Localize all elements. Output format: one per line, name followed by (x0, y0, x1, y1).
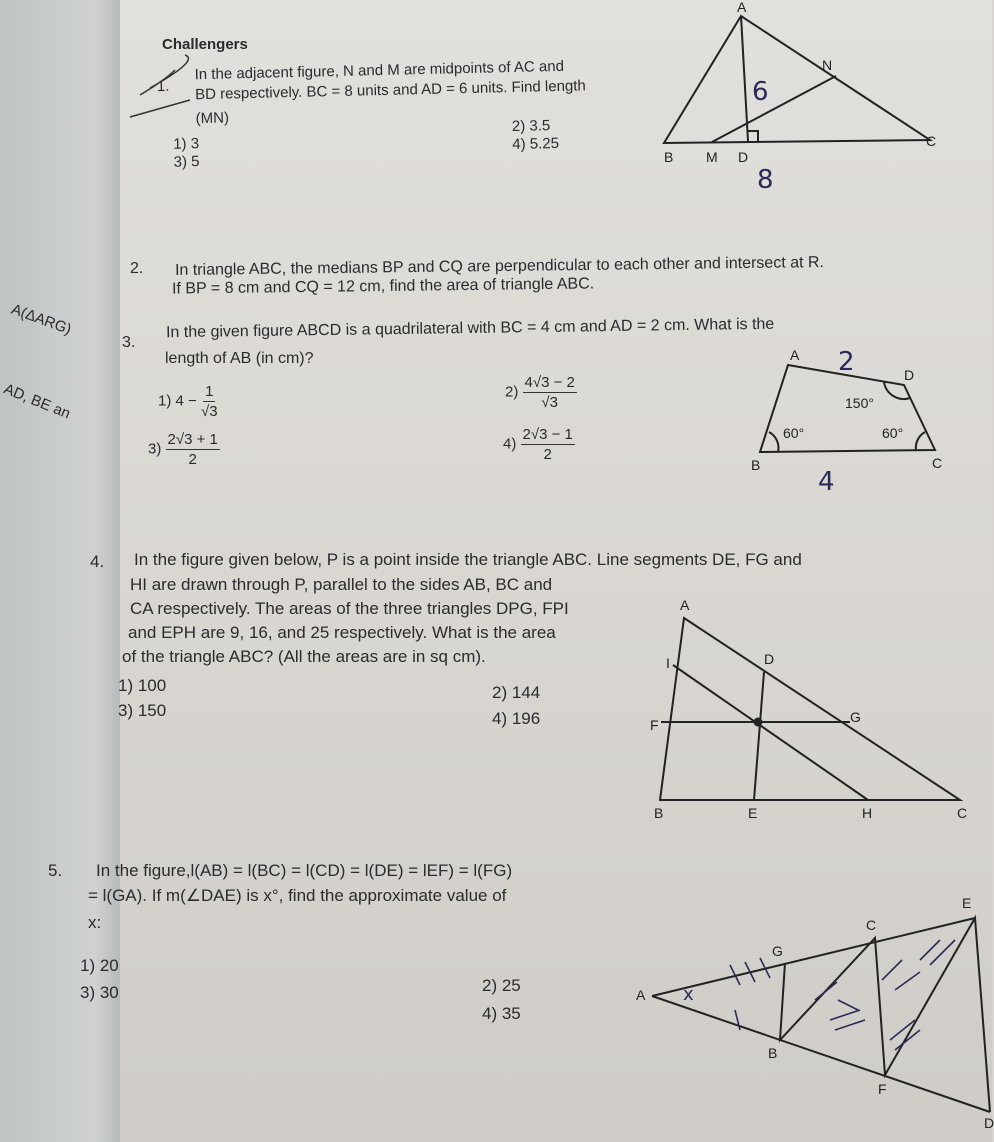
section-title: Challengers (162, 36, 248, 53)
fig4-label-c: C (957, 805, 968, 821)
fig5-label-f: F (878, 1081, 887, 1097)
fraction (523, 373, 577, 412)
option-4[interactable]: 4) 5.25 (512, 134, 560, 154)
handwritten-8: 8 (757, 165, 774, 195)
denominator: 2 (543, 446, 552, 463)
figure-4 (660, 618, 960, 800)
fig1-label-m: M (706, 149, 718, 165)
question-text: = l(GA). If m(∠DAE) is x°, find the approximate value of (88, 886, 507, 905)
question-text: and EPH are 9, 16, and 25 respectively. What is the area (128, 623, 556, 642)
fig5-label-g: G (772, 943, 783, 959)
option-2[interactable]: 2) 144 (492, 683, 541, 702)
margin-note: A(ΔARG) (8, 300, 74, 339)
question-text: In the figure,l(AB) = l(BC) = l(CD) = l(DE) = lEF) = l(FG) (96, 861, 513, 880)
fig5-label-c: C (866, 917, 877, 933)
question-text: HI are drawn through P, parallel to the sides AB, BC and (130, 575, 553, 594)
option-3[interactable]: 3) 5 (173, 153, 200, 171)
question-number: 4. (90, 552, 105, 571)
handwritten-6: 6 (752, 77, 769, 107)
fig1-label-b: B (664, 149, 674, 165)
fig4-label-i: I (666, 655, 670, 671)
fig1-label-a: A (737, 0, 747, 15)
question-number: 1. (156, 77, 170, 96)
option-3[interactable]: 3) 150 (118, 701, 167, 720)
option-4[interactable]: 4) 196 (492, 709, 541, 728)
fraction (521, 425, 575, 464)
fig3-label-c: C (932, 455, 943, 471)
fig4-label-a: A (680, 597, 690, 613)
fig4-label-f: F (650, 717, 659, 733)
fig4-label-h: H (862, 805, 873, 821)
fig4-label-d: D (764, 651, 775, 667)
option-3[interactable]: 3) 30 (80, 983, 119, 1002)
fig3-angle-d: 150° (845, 395, 874, 411)
fig4-label-e: E (748, 805, 758, 821)
question-text: (MN) (195, 109, 230, 128)
numerator: 1 (205, 383, 214, 400)
fig3-label-b: B (751, 457, 761, 473)
denominator: 2 (188, 451, 197, 468)
handwritten-x: x (683, 984, 694, 1005)
handwritten-4: 4 (818, 467, 835, 497)
question-text: In the given figure ABCD is a quadrilateral with BC = 4 cm and AD = 2 cm. What is the (165, 315, 775, 342)
option-1[interactable]: 1) 3 (173, 135, 200, 153)
question-number: 2. (130, 260, 144, 277)
fig1-label-n: N (822, 57, 833, 73)
question-text: In triangle ABC, the medians BP and CQ are perpendicular to each other and intersect at R. (174, 254, 825, 279)
figure-1 (130, 16, 930, 143)
fig5-label-d: D (984, 1115, 994, 1131)
option-number: 3) (148, 440, 162, 458)
fig3-label-d: D (904, 367, 915, 383)
fig5-label-a: A (636, 987, 646, 1003)
question-text: length of AB (in cm)? (165, 350, 314, 367)
option-4[interactable] (503, 425, 575, 464)
fig1-label-c: C (926, 133, 937, 149)
figure-5 (652, 918, 990, 1112)
fig4-label-g: G (850, 709, 861, 725)
option-2[interactable] (505, 373, 577, 412)
fig3-label-a: A (790, 347, 800, 363)
fig3-angle-b: 60° (783, 425, 805, 441)
fig4-label-b: B (654, 805, 664, 821)
question-text: BD respectively. BC = 8 units and AD = 6 units. Find length (194, 77, 586, 104)
numerator: 4√3 − 2 (524, 374, 575, 391)
question-text: In the figure given below, P is a point inside the triangle ABC. Line segments DE, FG and (134, 550, 802, 569)
option-2[interactable]: 2) 25 (482, 976, 521, 995)
denominator: √3 (200, 403, 218, 420)
fig3-angle-c: 60° (882, 425, 904, 441)
question-text: In the adjacent figure, N and M are midpoints of AC and (194, 57, 565, 84)
option-1[interactable]: 1) 20 (80, 956, 119, 975)
option-number: 4) (503, 435, 517, 453)
fig5-label-e: E (962, 895, 972, 911)
numerator: 2√3 + 1 (167, 431, 218, 448)
fig5-label-b: B (768, 1045, 778, 1061)
fraction (166, 430, 220, 469)
numerator: 2√3 − 1 (522, 426, 573, 443)
question-text: CA respectively. The areas of the three triangles DPG, FPI (130, 599, 569, 618)
option-1[interactable]: 1) 100 (118, 676, 167, 695)
denominator: √3 (541, 394, 558, 411)
margin-note: AD, BE an (1, 380, 73, 423)
option-4[interactable]: 4) 35 (482, 1004, 521, 1023)
question-text: If BP = 8 cm and CQ = 12 cm, find the area of triangle ABC. (171, 275, 595, 298)
option-number: 2) (505, 383, 519, 401)
question-number: 3. (122, 334, 136, 351)
question-text: x: (88, 913, 102, 932)
option-3[interactable] (148, 430, 220, 469)
handwritten-2: 2 (838, 347, 855, 377)
option-1[interactable] (158, 382, 218, 421)
question-number: 5. (48, 861, 63, 880)
fraction (201, 382, 218, 421)
option-number: 1) (158, 392, 172, 410)
option-prefix: 4 − (175, 392, 197, 410)
question-text: of the triangle ABC? (All the areas are in sq cm). (122, 647, 486, 666)
fig1-label-d: D (738, 149, 749, 165)
option-2[interactable]: 2) 3.5 (511, 117, 551, 136)
